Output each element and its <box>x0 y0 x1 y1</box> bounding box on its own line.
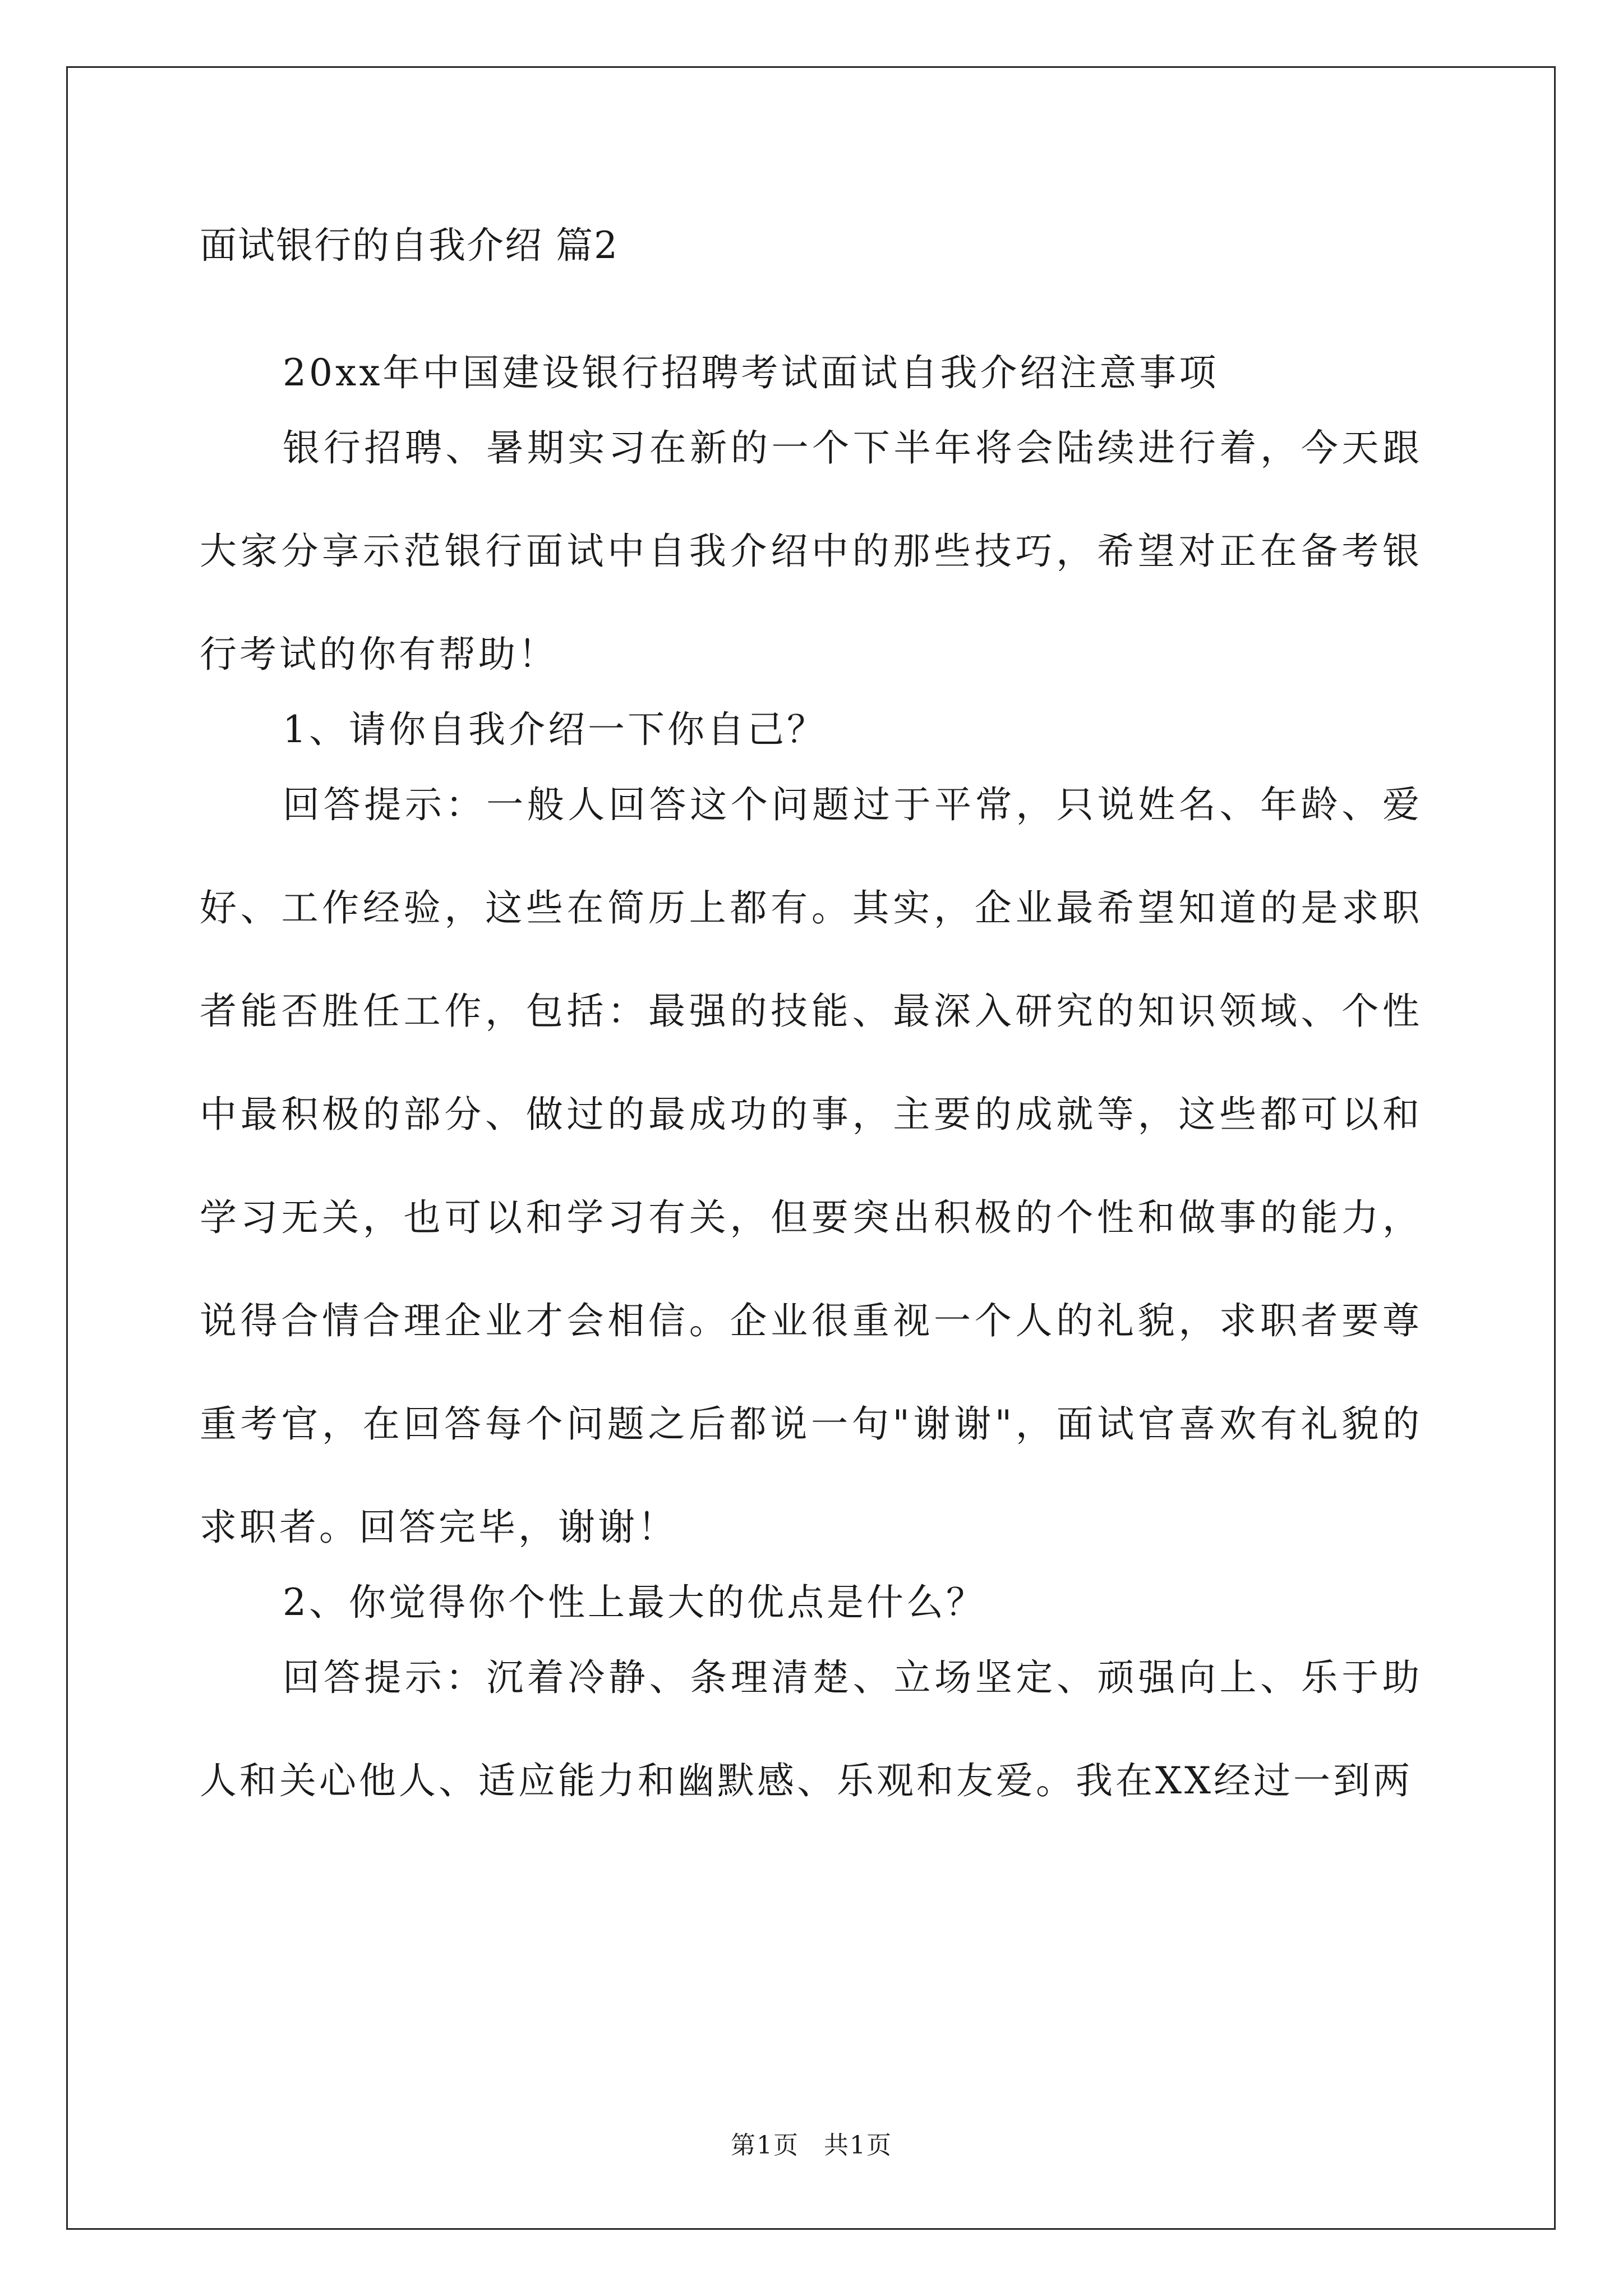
paragraph-question-1: 1、请你自我介绍一下你自己？ <box>283 708 827 751</box>
paragraph-subtitle: 20xx年中国建设银行招聘考试面试自我介绍注意事项 <box>283 351 1219 394</box>
paragraph-intro: 银行招聘、暑期实习在新的一个下半年将会陆续进行着，今天跟大家分享示范银行面试中自我介绍中的那些技巧，希望对正在备考银行考试的你有帮助！ <box>200 426 1422 676</box>
paragraph-answer-2: 回答提示：沉着冷静、条理清楚、立场坚定、顽强向上、乐于助人和关心他人、适应能力和幽默感、乐观和友爱。我在XX经过一到两 <box>200 1656 1422 1802</box>
paragraph-question-2: 2、你觉得你个性上最大的优点是什么？ <box>283 1581 986 1624</box>
page-total: 共1页 <box>824 2131 892 2160</box>
document-body <box>200 222 1422 1833</box>
page-number: 第1页 <box>731 2131 799 2160</box>
document-heading: 面试银行的自我介绍 篇2 <box>200 224 619 267</box>
page-footer <box>0 2129 1623 2162</box>
paragraph-answer-1: 回答提示：一般人回答这个问题过于平常，只说姓名、年龄、爱好、工作经验，这些在简历上都有。其实，企业最希望知道的是求职者能否胜任工作，包括：最强的技能、最深入研究的知识领域、个性中最积极的部分、做过的最成功的事，主要的成就等，这些都可以和学习无关，也可以和学习有关，但要突出积极的个性和做事的能力，说得合情合理企业才会相信。企业很重视一个人的礼貌，求职者要尊重考官，在回答每个问题之后都说一句"谢谢"，面试官喜欢有礼貌的求职者。回答完毕，谢谢！ <box>200 783 1422 1549</box>
